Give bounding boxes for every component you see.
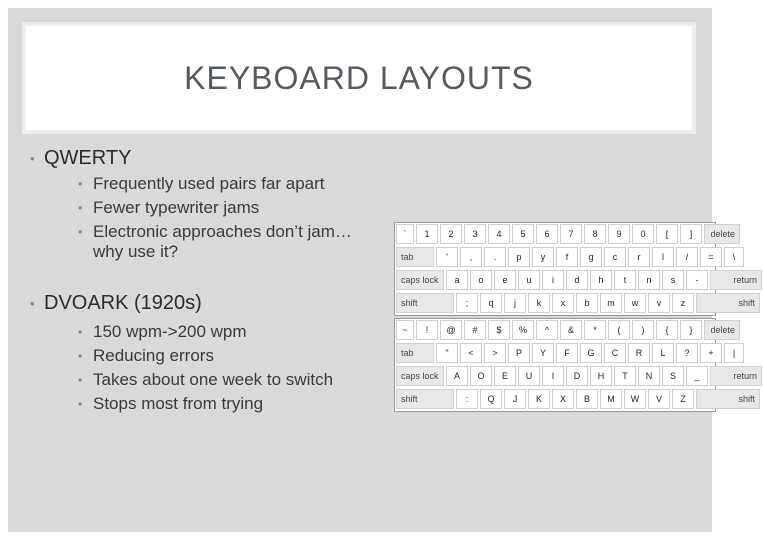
keyboard-key: s (662, 270, 684, 290)
bullet-icon: • (78, 349, 83, 363)
keyboard-key: V (648, 389, 670, 409)
keyboard-row (395, 319, 741, 341)
bullet-dvorak (30, 290, 202, 316)
keyboard-key: 5 (512, 224, 534, 244)
bullet-icon: • (78, 397, 83, 411)
keyboard-key: u (518, 270, 540, 290)
keyboard-key: { (656, 320, 678, 340)
keyboard-key: shift (696, 293, 760, 313)
keyboard-key: W (624, 389, 646, 409)
keyboard-key: ^ (536, 320, 558, 340)
section-heading: QWERTY (44, 146, 132, 169)
keyboard-key: p (508, 247, 530, 267)
keyboard-key: a (446, 270, 468, 290)
keyboard-row (395, 292, 761, 314)
keyboard-key: 9 (608, 224, 630, 244)
keyboard-key: P (508, 343, 530, 363)
keyboard-key: f (556, 247, 578, 267)
keyboard-key: A (446, 366, 468, 386)
keyboard-key: H (590, 366, 612, 386)
keyboard-key: M (600, 389, 622, 409)
keyboard-key: G (580, 343, 602, 363)
bullet-icon: • (30, 295, 35, 311)
keyboard-key: return (710, 270, 762, 290)
keyboard-key: k (528, 293, 550, 313)
keyboard-key: " (436, 343, 458, 363)
keyboard-key: l (652, 247, 674, 267)
keyboard-key: Y (532, 343, 554, 363)
keyboard-key: # (464, 320, 486, 340)
keyboard-image-bottom (394, 318, 757, 412)
keyboard-row (395, 269, 763, 291)
keyboard-key: e (494, 270, 516, 290)
keyboard-key: % (512, 320, 534, 340)
keyboard-key: < (460, 343, 482, 363)
keyboard-key: ~ (396, 320, 414, 340)
keyboard-key: delete (704, 224, 740, 244)
keyboard-key: ] (680, 224, 702, 244)
keyboard-key: 7 (560, 224, 582, 244)
keyboard-key: N (638, 366, 660, 386)
keyboard-key: h (590, 270, 612, 290)
keyboard-key: O (470, 366, 492, 386)
keyboard-key: = (700, 247, 722, 267)
keyboard-key: Z (672, 389, 694, 409)
keyboard-key: X (552, 389, 574, 409)
keyboard-key: r (628, 247, 650, 267)
keyboard-key: $ (488, 320, 510, 340)
keyboard-key: q (480, 293, 502, 313)
keyboard-key: \ (724, 247, 744, 267)
keyboard-key: w (624, 293, 646, 313)
keyboard-key: - (686, 270, 708, 290)
keyboard-key: 0 (632, 224, 654, 244)
keyboard-key: o (470, 270, 492, 290)
keyboard-row (395, 246, 745, 268)
keyboard-key: Q (480, 389, 502, 409)
keyboard-key: y (532, 247, 554, 267)
bullet-icon: • (30, 150, 35, 166)
keyboard-key: K (528, 389, 550, 409)
keyboard-row (395, 223, 741, 245)
keyboard-key: delete (704, 320, 740, 340)
keyboard-key: } (680, 320, 702, 340)
keyboard-key: j (504, 293, 526, 313)
keyboard-key: 4 (488, 224, 510, 244)
keyboard-key: tab (396, 247, 434, 267)
keyboard-key: caps lock (396, 270, 444, 290)
keyboard-key: | (724, 343, 744, 363)
keyboard-key: tab (396, 343, 434, 363)
keyboard-key: b (576, 293, 598, 313)
keyboard-key: _ (686, 366, 708, 386)
bullet-icon: • (78, 325, 83, 339)
keyboard-key: U (518, 366, 540, 386)
keyboard-key: g (580, 247, 602, 267)
keyboard-key: caps lock (396, 366, 444, 386)
keyboard-key: / (676, 247, 698, 267)
keyboard-key: & (560, 320, 582, 340)
keyboard-row (395, 365, 763, 387)
keyboard-key: ? (676, 343, 698, 363)
keyboard-key: n (638, 270, 660, 290)
slide (8, 8, 757, 532)
keyboard-key: : (456, 389, 478, 409)
keyboard-key: J (504, 389, 526, 409)
list-item: • Takes about one week to switch (78, 370, 333, 392)
keyboard-key: ; (456, 293, 478, 313)
keyboard-key: > (484, 343, 506, 363)
list-item: • Reducing errors (78, 346, 214, 368)
keyboard-key: t (614, 270, 636, 290)
keyboard-key: ( (608, 320, 630, 340)
keyboard-key: d (566, 270, 588, 290)
keyboard-key: I (542, 366, 564, 386)
keyboard-key: @ (440, 320, 462, 340)
keyboard-key: ' (436, 247, 458, 267)
keyboard-key: ` (396, 224, 414, 244)
slide-title: KEYBOARD LAYOUTS (184, 59, 534, 96)
list-item: • Stops most from trying (78, 394, 263, 416)
list-item: • 150 wpm->200 wpm (78, 322, 247, 344)
bullet-icon: • (78, 225, 83, 239)
section-heading: DVOARK (1920s) (44, 291, 202, 314)
bullet-icon: • (78, 373, 83, 387)
keyboard-key: C (604, 343, 626, 363)
bullet-qwerty (30, 145, 131, 171)
keyboard-key: [ (656, 224, 678, 244)
keyboard-key: . (484, 247, 506, 267)
keyboard-row (395, 342, 745, 364)
keyboard-key: T (614, 366, 636, 386)
list-item: • Electronic approaches don’t jam… (78, 222, 352, 244)
list-item: • Fewer typewriter jams (78, 198, 259, 220)
keyboard-key: return (710, 366, 762, 386)
keyboard-key: shift (696, 389, 760, 409)
keyboard-key: shift (396, 293, 454, 313)
keyboard-image-top (394, 222, 757, 316)
keyboard-key: 3 (464, 224, 486, 244)
list-item-continuation: why use it? (93, 242, 179, 261)
keyboard-key: ) (632, 320, 654, 340)
keyboard-key: m (600, 293, 622, 313)
bullet-icon: • (78, 177, 83, 191)
bullet-icon: • (78, 201, 83, 215)
keyboard-key: S (662, 366, 684, 386)
keyboard-key: 8 (584, 224, 606, 244)
keyboard-key: 6 (536, 224, 558, 244)
keyboard-key: 2 (440, 224, 462, 244)
keyboard-key: , (460, 247, 482, 267)
keyboard-key: L (652, 343, 674, 363)
list-item: • Frequently used pairs far apart (78, 174, 325, 196)
keyboard-key: D (566, 366, 588, 386)
keyboard-key: + (700, 343, 722, 363)
title-box (26, 26, 692, 130)
keyboard-key: shift (396, 389, 454, 409)
keyboard-key: v (648, 293, 670, 313)
keyboard-key: 1 (416, 224, 438, 244)
keyboard-key: x (552, 293, 574, 313)
keyboard-key: * (584, 320, 606, 340)
keyboard-key: c (604, 247, 626, 267)
keyboard-row (395, 388, 761, 410)
keyboard-key: z (672, 293, 694, 313)
keyboard-key: F (556, 343, 578, 363)
keyboard-key: i (542, 270, 564, 290)
keyboard-key: B (576, 389, 598, 409)
keyboard-key: R (628, 343, 650, 363)
keyboard-key: E (494, 366, 516, 386)
keyboard-key: ! (416, 320, 438, 340)
